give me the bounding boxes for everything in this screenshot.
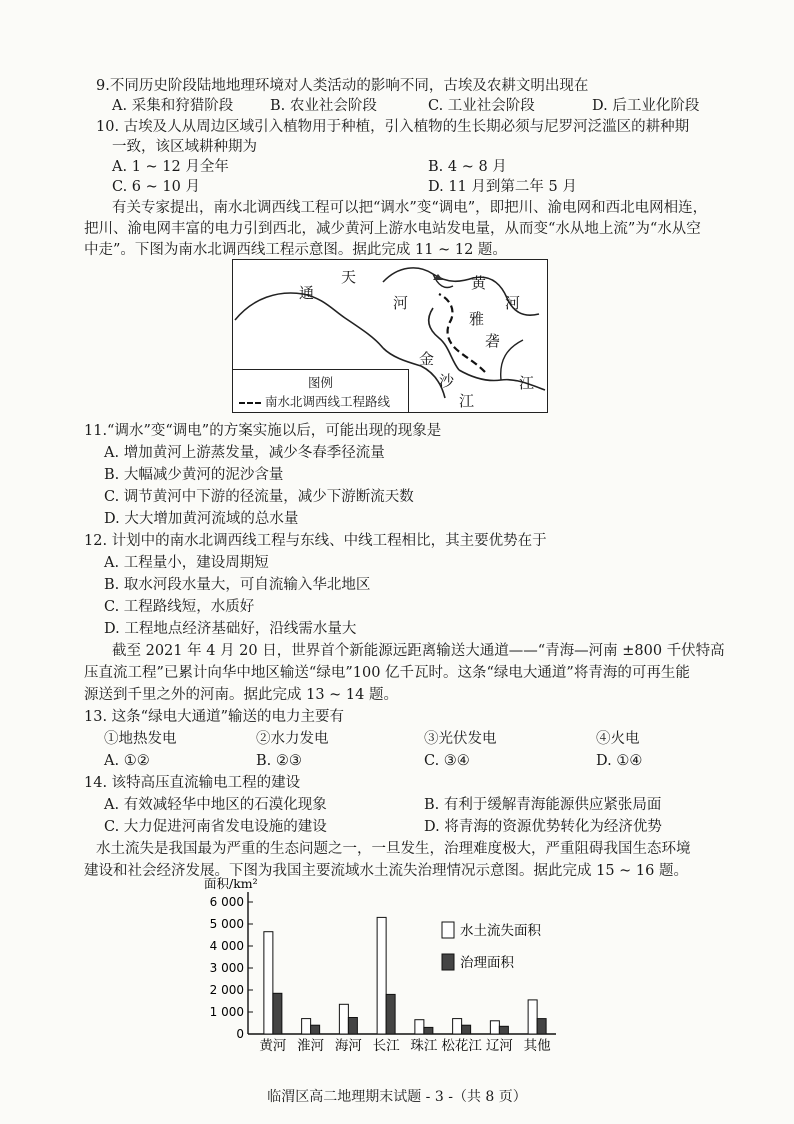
soil-erosion-chart (196, 872, 596, 1072)
q13-option-a: A. ①② (104, 753, 150, 769)
legend-title: 图例 (307, 375, 333, 390)
legend-swatch (442, 954, 454, 970)
q9-option-b: B. 农业社会阶段 (270, 98, 377, 114)
bar-treated (386, 994, 395, 1034)
map-label-he2: 河 (505, 294, 521, 312)
map-label-tian: 天 (341, 268, 357, 286)
bar-treated (273, 993, 282, 1034)
q13-option-b: B. ②③ (256, 753, 302, 769)
bar-erosion (490, 1021, 499, 1034)
q11-option-c: C. 调节黄河中下游的径流量，减少下游断流天数 (104, 489, 414, 505)
q10-option-d: D. 11 月到第二年 5 月 (428, 179, 577, 195)
legend-item (239, 392, 390, 410)
q13-item-1: ①地热发电 (104, 731, 177, 747)
intro11-line1: 有关专家提出，南水北调西线工程可以把“调水”变“调电”，即把川、渝电网和西北电网相连， (112, 200, 708, 216)
q13-option-c: C. ③④ (424, 753, 470, 769)
map-label-sha: 沙 (439, 372, 455, 390)
q14-option-a: A. 有效减轻华中地区的石漠化现象 (104, 797, 327, 813)
q12-stem: 12. 计划中的南水北调西线工程与东线、中线工程相比，其主要优势在于 (84, 533, 547, 549)
legend-swatch (442, 922, 454, 938)
bar-erosion (339, 1004, 348, 1034)
bar-erosion (377, 917, 386, 1034)
y-tick-label: 4 000 (209, 939, 244, 953)
legend-item-label: 南水北调西线工程路线 (265, 394, 391, 409)
q11-stem: 11.“调水”变“调电”的方案实施以后，可能出现的现象是 (84, 423, 442, 439)
q13-item-3: ③光伏发电 (424, 731, 497, 747)
bar-treated (499, 1026, 508, 1034)
x-tick-label: 其他 (523, 1038, 551, 1054)
q12-option-d: D. 工程地点经济基础好，沿线需水量大 (104, 621, 357, 637)
q11-option-d: D. 大大增加黄河流域的总水量 (104, 511, 299, 527)
x-tick-label: 淮河 (297, 1038, 325, 1054)
bar-erosion (415, 1020, 424, 1034)
q10-option-b: B. 4 ~ 8 月 (428, 159, 507, 175)
q13-item-2: ②水力发电 (256, 731, 329, 747)
q10-stem-line2: 一致，该区域耕种期为 (112, 139, 257, 155)
map-label-jiang1: 江 (459, 392, 475, 410)
legend-label: 水土流失面积 (460, 923, 541, 939)
y-tick-label: 1 000 (209, 1005, 244, 1019)
intro15-line1: 水土流失是我国最为严重的生态问题之一，一旦发生，治理难度极大，严重阻碍我国生态环境 (96, 841, 691, 857)
q12-option-b: B. 取水河段水量大，可自流输入华北地区 (104, 577, 371, 593)
map-label-tong: 通 (299, 284, 315, 302)
x-tick-label: 松花江 (441, 1038, 482, 1054)
q12-option-c: C. 工程路线短，水质好 (104, 599, 255, 615)
y-tick-label: 6 000 (209, 895, 244, 909)
bar-erosion (302, 1019, 311, 1034)
chart-svg (196, 872, 596, 1072)
y-tick-label: 5 000 (209, 917, 244, 931)
q14-stem: 14. 该特高压直流输电工程的建设 (84, 775, 301, 791)
q13-stem: 13. 这条“绿电大通道”输送的电力主要有 (84, 709, 344, 725)
x-tick-label: 黄河 (259, 1038, 287, 1054)
legend-dash-icon (239, 402, 261, 404)
x-tick-label: 珠江 (410, 1038, 438, 1054)
y-axis-label: 面积/km² (204, 876, 258, 891)
page-footer: 临渭区高二地理期末试题 - 3 -（共 8 页） (267, 1089, 527, 1105)
q9-option-d: D. 后工业化阶段 (592, 98, 700, 114)
x-tick-label: 长江 (372, 1038, 400, 1054)
intro15-line2: 建设和社会经济发展。下图为我国主要流域水土流失治理情况示意图。据此完成 15 ~ 16 题。 (84, 863, 688, 879)
legend-label: 治理面积 (460, 955, 514, 971)
intro13-line1: 截至 2021 年 4 月 20 日，世界首个新能源远距离输送大通道——“青海—河南 ±800 千伏特高 (112, 643, 725, 659)
bar-treated (348, 1018, 357, 1035)
x-tick-label: 辽河 (485, 1038, 513, 1054)
bar-erosion (453, 1019, 462, 1034)
west-route-map (232, 259, 548, 413)
map-label-ya: 雅 (469, 310, 485, 328)
intro13-line2: 压直流工程”已累计向华中地区输送“绿电”100 亿千瓦时。这条“绿电大通道”将青海的可再生能 (84, 665, 690, 681)
q10-option-c: C. 6 ~ 10 月 (112, 179, 200, 195)
bar-erosion (528, 1000, 537, 1034)
q10-stem-line1: 10. 古埃及人从周边区域引入植物用于种植，引入植物的生长期必须与尼罗河泛滥区的耕种期 (96, 119, 690, 135)
x-tick-label: 海河 (334, 1038, 362, 1054)
bar-treated (424, 1027, 433, 1034)
q14-option-b: B. 有利于缓解青海能源供应紧张局面 (424, 797, 662, 813)
map-label-long: 砻 (485, 332, 501, 350)
q9-option-a: A. 采集和狩猎阶段 (112, 98, 234, 114)
q13-option-d: D. ①④ (596, 753, 643, 769)
map-label-jiang2: 江 (519, 374, 535, 392)
bar-treated (462, 1025, 471, 1034)
y-tick-label: 3 000 (209, 961, 244, 975)
q14-option-c: C. 大力促进河南省发电设施的建设 (104, 819, 327, 835)
y-tick-label: 2 000 (209, 983, 244, 997)
q13-item-4: ④火电 (596, 731, 640, 747)
q12-option-a: A. 工程量小，建设周期短 (104, 555, 269, 571)
map-label-jin: 金 (419, 350, 435, 368)
q11-option-a: A. 增加黄河上游蒸发量，减少冬春季径流量 (104, 445, 385, 461)
bar-treated (311, 1025, 320, 1034)
west-route-line (439, 294, 485, 372)
intro11-line3: 中走”。下图为南水北调西线工程示意图。据此完成 11 ~ 12 题。 (84, 242, 507, 258)
q11-option-b: B. 大幅减少黄河的泥沙含量 (104, 467, 284, 483)
intro11-line2: 把川、渝电网丰富的电力引到西北，减少黄河上游水电站发电量，从而变“水从地上流”为“水从空 (84, 221, 701, 237)
intro13-line3: 源送到千里之外的河南。据此完成 13 ~ 14 题。 (84, 687, 398, 703)
q9-option-c: C. 工业社会阶段 (428, 98, 535, 114)
y-tick-label: 0 (236, 1027, 244, 1041)
q9-stem: 9.不同历史阶段陆地地理环境对人类活动的影响不同，古埃及农耕文明出现在 (96, 78, 589, 94)
q14-option-d: D. 将青海的资源优势转化为经济优势 (424, 819, 662, 835)
bar-treated (537, 1019, 546, 1034)
map-label-huang: 黄 (471, 274, 487, 292)
q10-option-a: A. 1 ~ 12 月全年 (112, 159, 229, 175)
map-legend (233, 369, 409, 412)
bar-erosion (264, 932, 273, 1034)
map-label-he1: 河 (393, 294, 409, 312)
